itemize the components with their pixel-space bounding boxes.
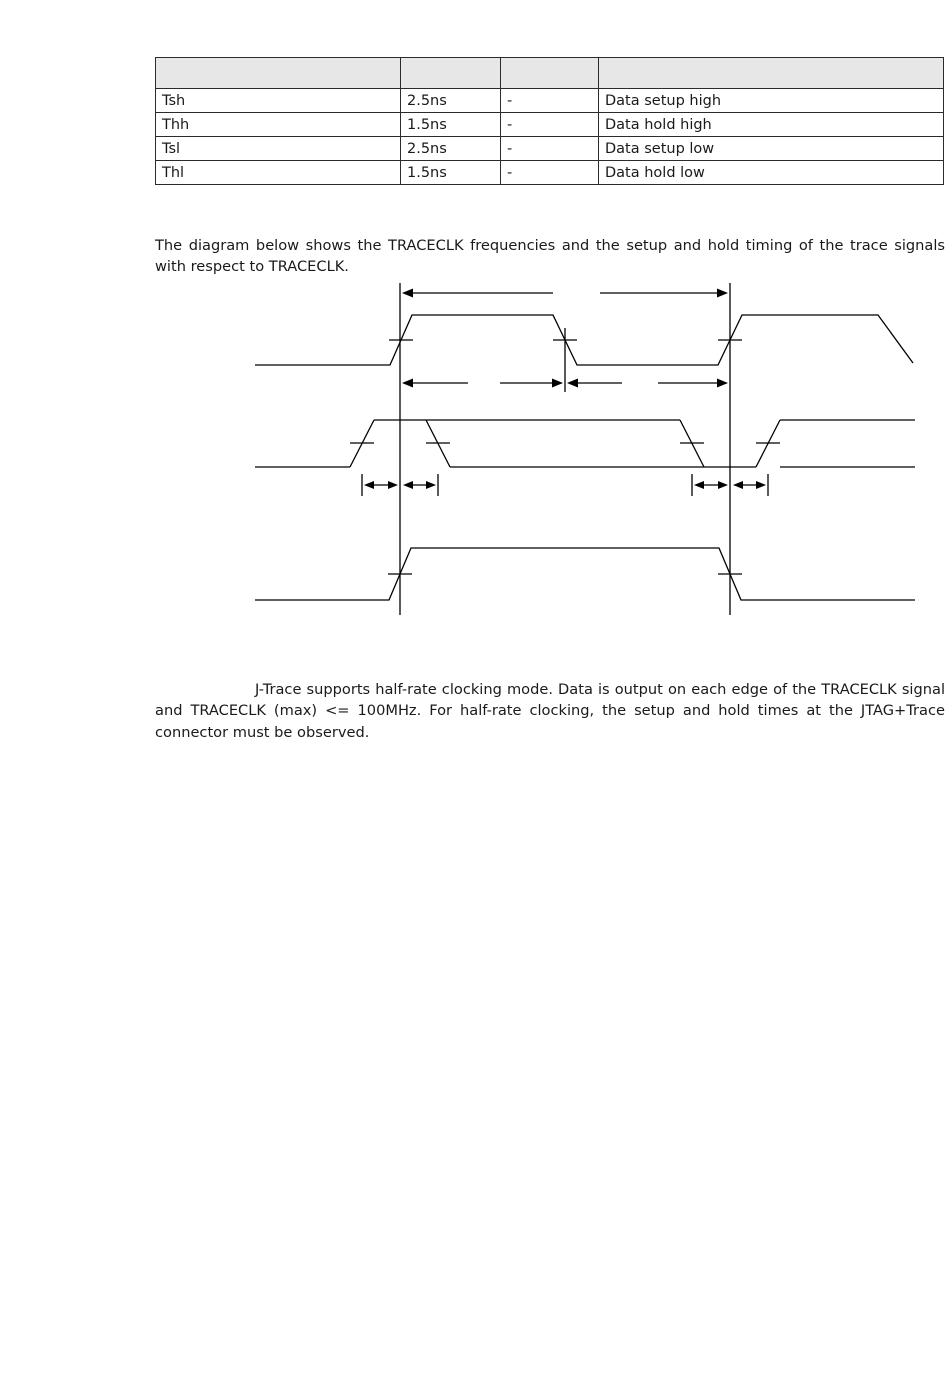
cell-description: Data hold low bbox=[599, 161, 944, 185]
timing-diagram-svg bbox=[0, 280, 950, 625]
cell-max: - bbox=[501, 161, 599, 185]
arrowhead bbox=[694, 481, 704, 489]
timing-parameter-table bbox=[155, 57, 944, 185]
arrowhead bbox=[733, 481, 743, 489]
table-row bbox=[156, 89, 944, 113]
header-cell-min bbox=[401, 58, 501, 89]
cell-max: - bbox=[501, 113, 599, 137]
header-cell-max bbox=[501, 58, 599, 89]
clock-waveform bbox=[255, 315, 913, 365]
arrowhead bbox=[388, 481, 398, 489]
cell-description: Data hold high bbox=[599, 113, 944, 137]
arrowhead bbox=[426, 481, 436, 489]
cell-symbol: Tsh bbox=[156, 89, 401, 113]
cell-description: Data setup low bbox=[599, 137, 944, 161]
arrowhead bbox=[402, 289, 413, 298]
intro-paragraph: The diagram below shows the TRACECLK frequencies and the setup and hold timing of the trace signals with respect to TRACECLK. bbox=[155, 236, 945, 276]
cell-max: - bbox=[501, 137, 599, 161]
table-row bbox=[156, 161, 944, 185]
header-cell-description bbox=[599, 58, 944, 89]
timing-diagram bbox=[0, 280, 950, 625]
cell-symbol: Thh bbox=[156, 113, 401, 137]
table-header-row bbox=[156, 58, 944, 89]
arrowhead bbox=[756, 481, 766, 489]
note-paragraph: J-Trace supports half-rate clocking mode. Data is output on each edge of the TRACECLK signal and TRACECLK (max) <= 100MHz. For half-rate clocking, the setup and hold times at the JTAG+Trace connector must be observed. bbox=[155, 680, 945, 741]
arrowhead bbox=[364, 481, 374, 489]
cell-value: 1.5ns bbox=[401, 161, 501, 185]
cell-description: Data setup high bbox=[599, 89, 944, 113]
arrowhead bbox=[567, 379, 578, 388]
arrowhead bbox=[402, 379, 413, 388]
cell-symbol: Thl bbox=[156, 161, 401, 185]
table-row bbox=[156, 113, 944, 137]
arrowhead bbox=[403, 481, 413, 489]
arrowhead bbox=[552, 379, 563, 388]
arrowhead bbox=[717, 289, 728, 298]
table-row bbox=[156, 137, 944, 161]
cell-value: 2.5ns bbox=[401, 89, 501, 113]
cell-value: 1.5ns bbox=[401, 113, 501, 137]
cell-symbol: Tsl bbox=[156, 137, 401, 161]
header-cell-symbol bbox=[156, 58, 401, 89]
cell-value: 2.5ns bbox=[401, 137, 501, 161]
arrowhead bbox=[718, 481, 728, 489]
control-waveform bbox=[255, 548, 915, 600]
timing-parameter-table-section bbox=[155, 57, 943, 185]
arrowhead bbox=[717, 379, 728, 388]
cell-max: - bbox=[501, 89, 599, 113]
